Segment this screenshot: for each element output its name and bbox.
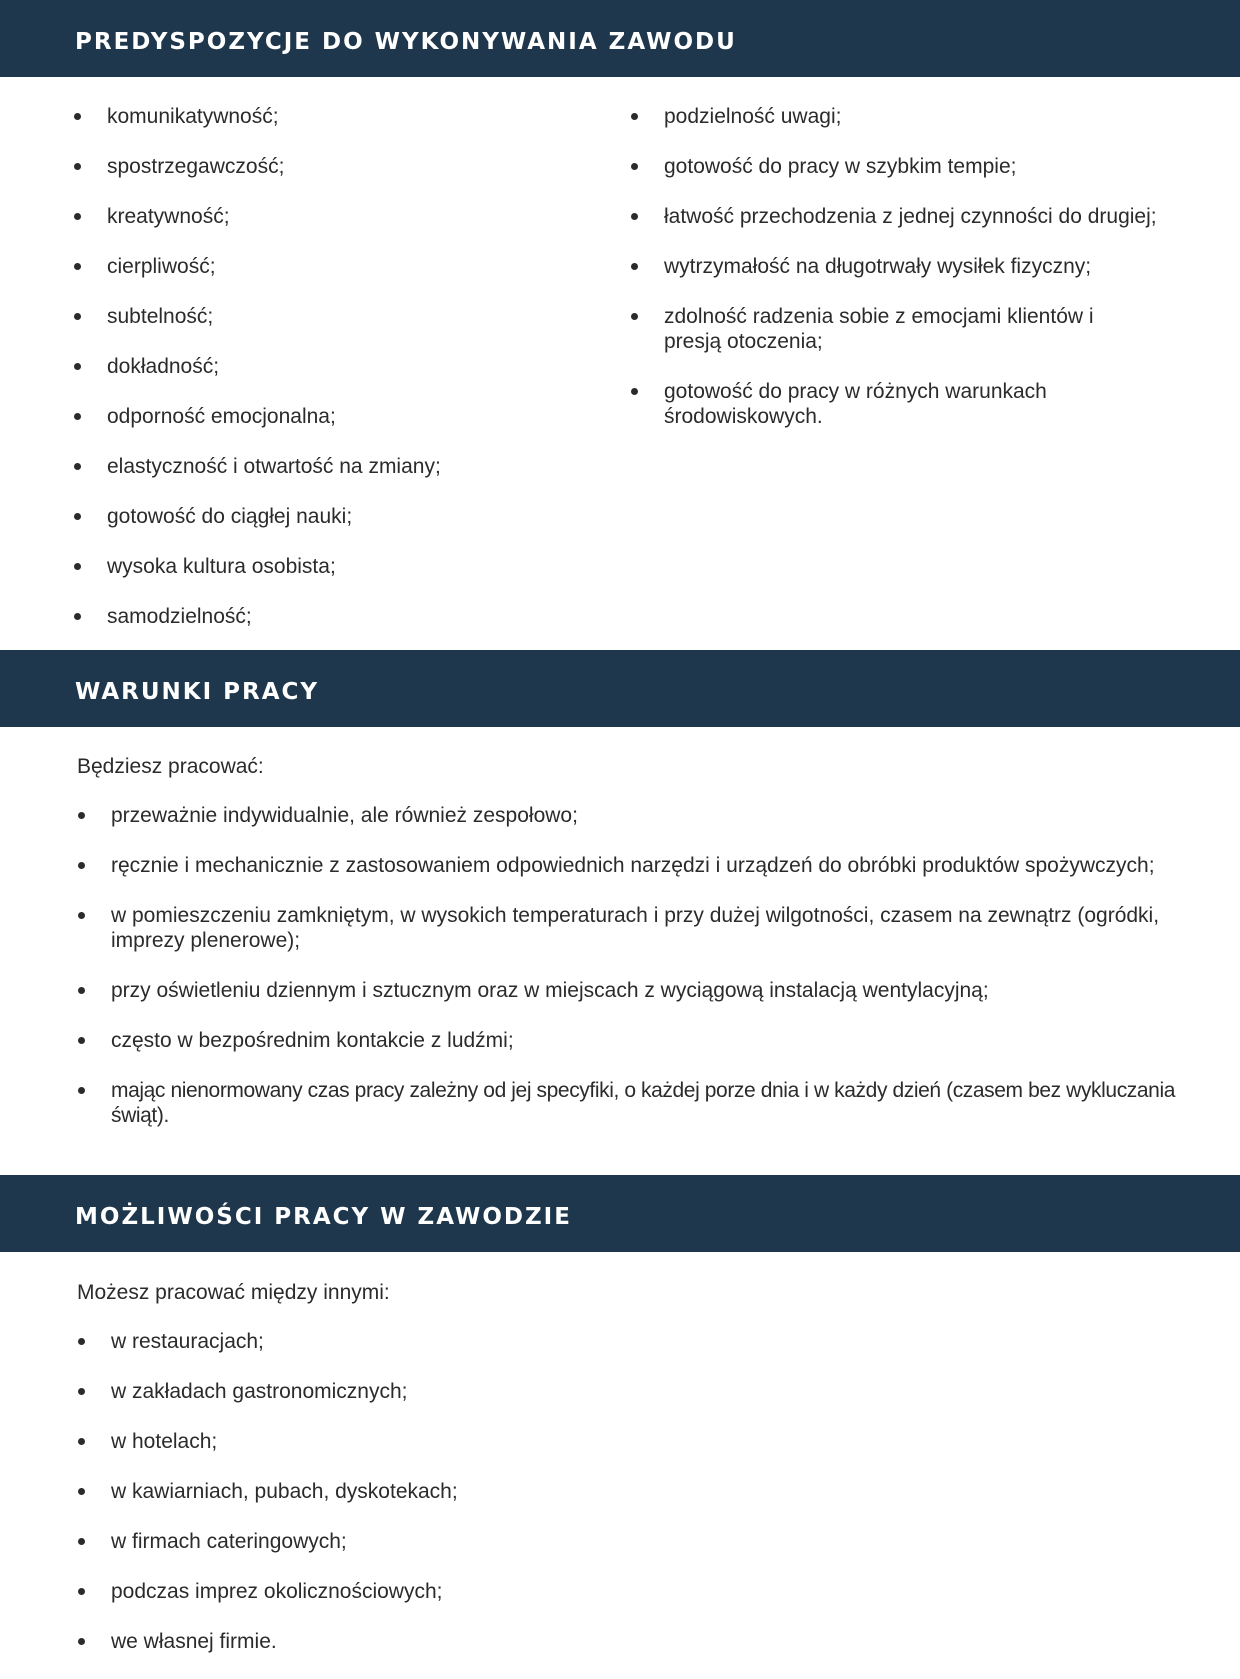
work-conditions-title: WARUNKI PRACY — [75, 679, 320, 705]
list-item: odporność emocjonalna; — [74, 404, 594, 429]
job-opportunities-list — [78, 1329, 1078, 1679]
list-item: wysoka kultura osobista; — [74, 554, 594, 579]
list-item: wytrzymałość na długotrwały wysiłek fizyczny; — [631, 254, 1171, 279]
list-item: przy oświetleniu dziennym i sztucznym oraz w miejscach z wyciągową instalacją wentylacyjną; — [78, 978, 1188, 1003]
list-item: w zakładach gastronomicznych; — [78, 1379, 1078, 1404]
work-conditions-intro: Będziesz pracować: — [77, 755, 264, 778]
list-item: w restauracjach; — [78, 1329, 1078, 1354]
predispositions-header — [0, 0, 1240, 77]
work-conditions-header — [0, 650, 1240, 727]
list-item: w pomieszczeniu zamkniętym, w wysokich temperaturach i przy dużej wilgotności, czasem na zewnątrz (ogródki, imprezy plenerowe); — [78, 903, 1188, 953]
list-item: przeważnie indywidualnie, ale również zespołowo; — [78, 803, 1188, 828]
list-item: gotowość do pracy w różnych warunkach środowiskowych. — [631, 379, 1171, 429]
list-item: kreatywność; — [74, 204, 594, 229]
predispositions-left-list — [74, 104, 594, 654]
job-opportunities-intro: Możesz pracować między innymi: — [77, 1281, 390, 1304]
list-item: gotowość do ciągłej nauki; — [74, 504, 594, 529]
predispositions-right-list — [631, 104, 1171, 454]
list-item: w firmach cateringowych; — [78, 1529, 1078, 1554]
list-item: cierpliwość; — [74, 254, 594, 279]
list-item: w kawiarniach, pubach, dyskotekach; — [78, 1479, 1078, 1504]
job-opportunities-header — [0, 1175, 1240, 1252]
predispositions-title: PREDYSPOZYCJE DO WYKONYWANIA ZAWODU — [75, 29, 737, 55]
list-item: ręcznie i mechanicznie z zastosowaniem odpowiednich narzędzi i urządzeń do obróbki produktów spożywczych; — [78, 853, 1188, 878]
list-item: często w bezpośrednim kontakcie z ludźmi; — [78, 1028, 1188, 1053]
list-item: spostrzegawczość; — [74, 154, 594, 179]
list-item: w hotelach; — [78, 1429, 1078, 1454]
list-item: zdolność radzenia sobie z emocjami klientów i presją otoczenia; — [631, 304, 1134, 354]
list-item: podczas imprez okolicznościowych; — [78, 1579, 1078, 1604]
list-item: dokładność; — [74, 354, 594, 379]
list-item: łatwość przechodzenia z jednej czynności do drugiej; — [631, 204, 1171, 229]
list-item: subtelność; — [74, 304, 594, 329]
list-item: podzielność uwagi; — [631, 104, 1171, 129]
job-opportunities-title: MOŻLIWOŚCI PRACY W ZAWODZIE — [75, 1204, 572, 1230]
list-item: elastyczność i otwartość na zmiany; — [74, 454, 594, 479]
list-item: komunikatywność; — [74, 104, 594, 129]
list-item: samodzielność; — [74, 604, 594, 629]
list-item: gotowość do pracy w szybkim tempie; — [631, 154, 1171, 179]
list-item: mając nienormowany czas pracy zależny od jej specyfiki, o każdej porze dnia i w każdy dzień (czasem bez wykluczania świąt). — [78, 1078, 1188, 1128]
work-conditions-list — [78, 803, 1188, 1153]
list-item: we własnej firmie. — [78, 1629, 1078, 1654]
